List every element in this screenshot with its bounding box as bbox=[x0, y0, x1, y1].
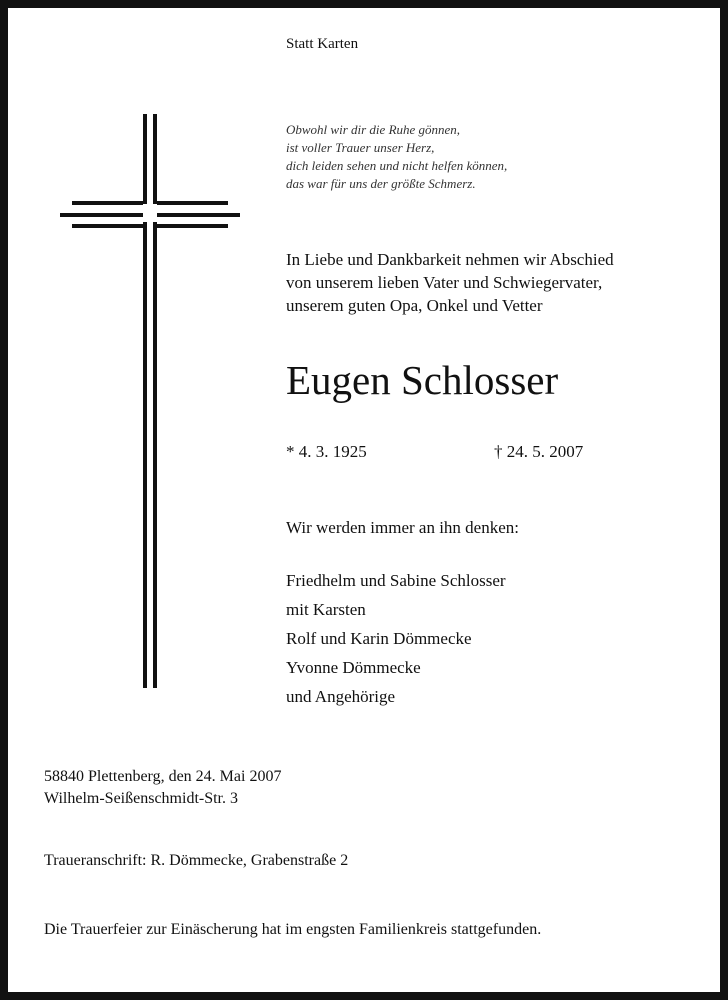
poem-line: das war für uns der größte Schmerz. bbox=[286, 176, 476, 191]
family-member: und Angehörige bbox=[286, 687, 396, 706]
birth-date: * 4. 3. 1925 bbox=[286, 442, 367, 461]
family-member: mit Karsten bbox=[286, 600, 366, 619]
intro-line: In Liebe und Dankbarkeit nehmen wir Abschied bbox=[286, 250, 614, 269]
place-date: 58840 Plettenberg, den 24. Mai 2007 bbox=[44, 768, 282, 785]
cross-icon bbox=[60, 114, 242, 699]
intro-line: von unserem lieben Vater und Schwiegervater, bbox=[286, 273, 603, 292]
place-date-address bbox=[44, 766, 281, 810]
deceased-name: Eugen Schlosser bbox=[286, 357, 559, 403]
poem-line: dich leiden sehen und nicht helfen können, bbox=[286, 158, 508, 173]
ceremony-note: Die Trauerfeier zur Einäscherung hat im engsten Familienkreis stattgefunden. bbox=[44, 921, 542, 938]
mourning-address: Traueranschrift: R. Dömmecke, Grabenstraße 2 bbox=[44, 852, 349, 869]
poem bbox=[286, 121, 507, 193]
intro-line: unserem guten Opa, Onkel und Vetter bbox=[286, 296, 543, 315]
family-member: Rolf und Karin Dömmecke bbox=[286, 629, 472, 648]
family-list bbox=[286, 566, 506, 711]
family-member: Yvonne Dömmecke bbox=[286, 658, 421, 677]
street-address: Wilhelm-Seißenschmidt-Str. 3 bbox=[44, 790, 238, 807]
remembrance-line: Wir werden immer an ihn denken: bbox=[286, 518, 519, 537]
family-member: Friedhelm und Sabine Schlosser bbox=[286, 571, 506, 590]
death-date: † 24. 5. 2007 bbox=[494, 442, 584, 461]
intro-text bbox=[286, 248, 614, 317]
poem-line: Obwohl wir dir die Ruhe gönnen, bbox=[286, 122, 461, 137]
poem-line: ist voller Trauer unser Herz, bbox=[286, 140, 435, 155]
statt-karten-label: Statt Karten bbox=[286, 36, 359, 52]
